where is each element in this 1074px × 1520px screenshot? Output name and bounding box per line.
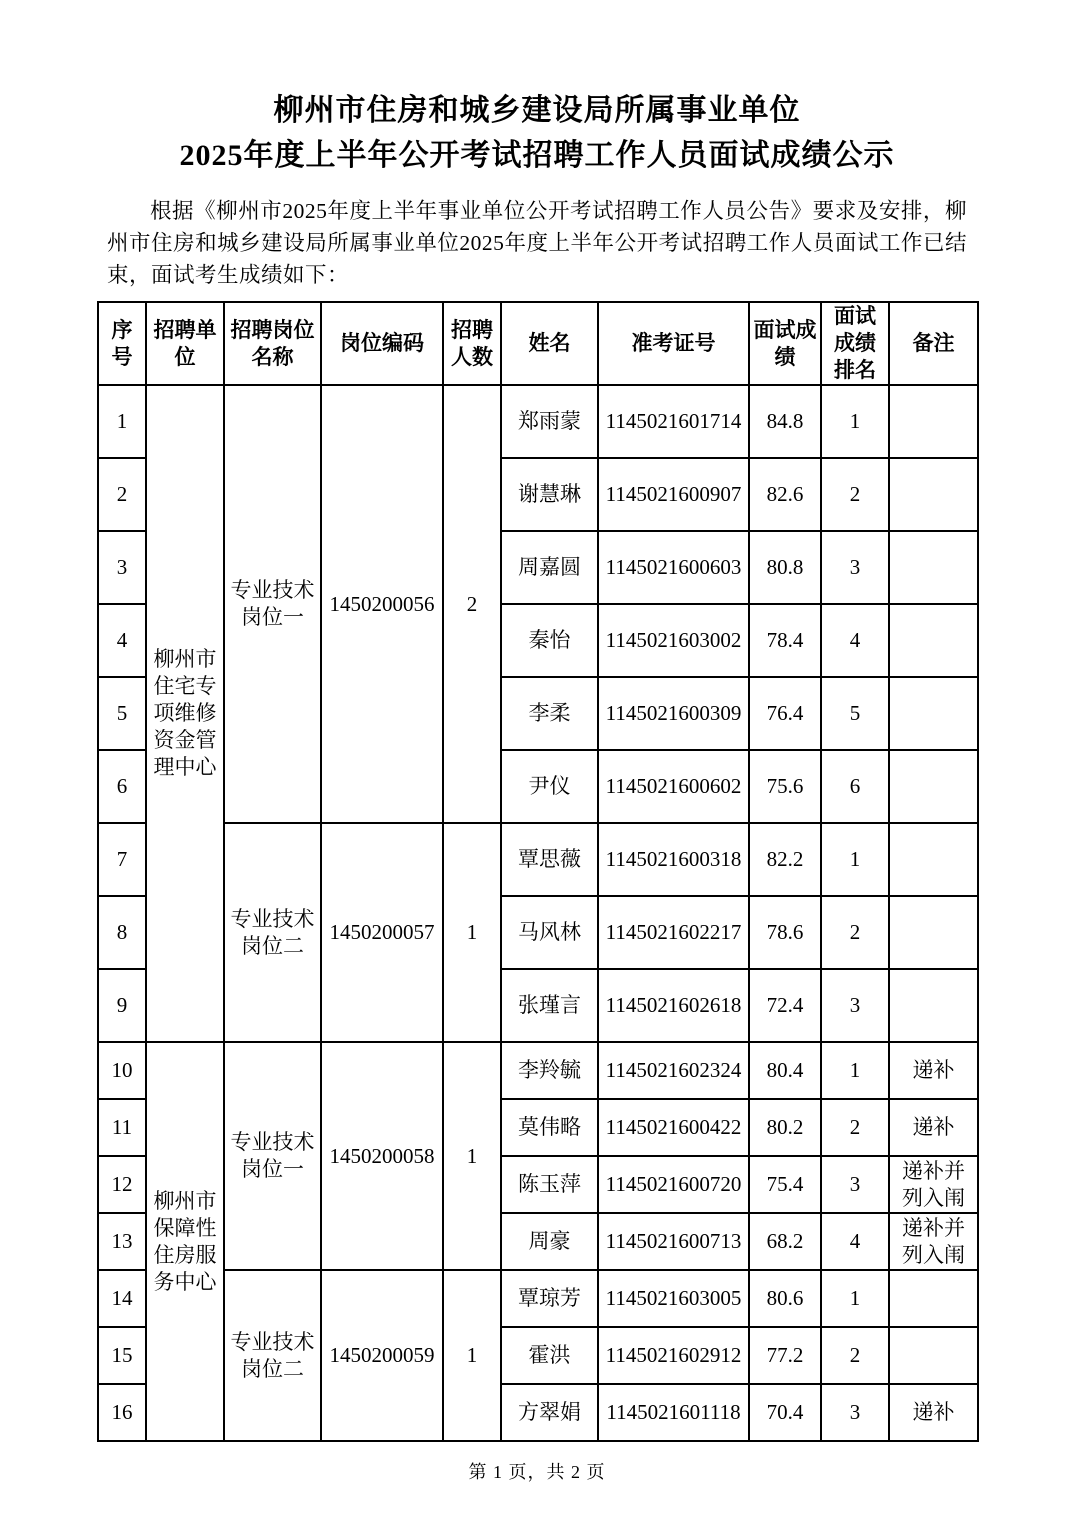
- name-cell: 方翠娟: [501, 1384, 598, 1441]
- score-cell: 70.4: [749, 1384, 821, 1441]
- rank-cell: 1: [821, 823, 889, 896]
- rank-cell: 5: [821, 677, 889, 750]
- remark-cell: [889, 896, 978, 969]
- seq-cell: 1: [98, 385, 146, 458]
- remark-cell: 递补并列入闱: [889, 1213, 978, 1270]
- remark-cell: 递补并列入闱: [889, 1156, 978, 1213]
- name-cell: 尹仪: [501, 750, 598, 823]
- ticket-cell: 1145021600318: [598, 823, 749, 896]
- headcount-cell: 1: [443, 1270, 501, 1441]
- seq-cell: 10: [98, 1042, 146, 1099]
- rank-cell: 3: [821, 969, 889, 1042]
- remark-cell: [889, 1327, 978, 1384]
- score-cell: 80.8: [749, 531, 821, 604]
- table-row: [98, 385, 978, 458]
- score-cell: 80.2: [749, 1099, 821, 1156]
- table-header-row: [98, 302, 978, 385]
- remark-cell: [889, 750, 978, 823]
- ticket-cell: 1145021602912: [598, 1327, 749, 1384]
- name-cell: 覃琼芳: [501, 1270, 598, 1327]
- score-cell: 76.4: [749, 677, 821, 750]
- score-cell: 84.8: [749, 385, 821, 458]
- rank-cell: 6: [821, 750, 889, 823]
- rank-cell: 1: [821, 1042, 889, 1099]
- remark-cell: [889, 677, 978, 750]
- rank-cell: 3: [821, 531, 889, 604]
- ticket-cell: 1145021600720: [598, 1156, 749, 1213]
- header-cell-9: 备注: [889, 302, 978, 385]
- seq-cell: 15: [98, 1327, 146, 1384]
- header-cell-5: 姓名: [501, 302, 598, 385]
- name-cell: 郑雨蒙: [501, 385, 598, 458]
- ticket-cell: 1145021600602: [598, 750, 749, 823]
- rank-cell: 1: [821, 385, 889, 458]
- name-cell: 张瑾言: [501, 969, 598, 1042]
- remark-cell: 递补: [889, 1042, 978, 1099]
- rank-cell: 2: [821, 458, 889, 531]
- header-cell-7: 面试成绩: [749, 302, 821, 385]
- score-cell: 78.6: [749, 896, 821, 969]
- header-cell-2: 招聘岗位名称: [224, 302, 321, 385]
- name-cell: 马风林: [501, 896, 598, 969]
- post-code-cell: 1450200059: [321, 1270, 443, 1441]
- remark-cell: 递补: [889, 1099, 978, 1156]
- headcount-cell: 2: [443, 385, 501, 823]
- ticket-cell: 1145021601118: [598, 1384, 749, 1441]
- ticket-cell: 1145021603005: [598, 1270, 749, 1327]
- header-cell-8: 面试成绩排名: [821, 302, 889, 385]
- intro-paragraph: 根据《柳州市2025年度上半年事业单位公开考试招聘工作人员公告》要求及安排，柳州市住房和城乡建设局所属事业单位2025年度上半年公开考试招聘工作人员面试工作已结束，面试考生成绩如下：: [107, 199, 967, 287]
- page-footer: 第 1 页，共 2 页: [468, 1462, 606, 1482]
- post-code-cell: 1450200056: [321, 385, 443, 823]
- remark-cell: [889, 604, 978, 677]
- name-cell: 陈玉萍: [501, 1156, 598, 1213]
- remark-cell: [889, 385, 978, 458]
- name-cell: 莫伟略: [501, 1099, 598, 1156]
- remark-cell: [889, 969, 978, 1042]
- headcount-cell: 1: [443, 823, 501, 1042]
- header-cell-6: 准考证号: [598, 302, 749, 385]
- score-cell: 72.4: [749, 969, 821, 1042]
- seq-cell: 3: [98, 531, 146, 604]
- seq-cell: 6: [98, 750, 146, 823]
- rank-cell: 4: [821, 604, 889, 677]
- seq-cell: 7: [98, 823, 146, 896]
- post-code-cell: 1450200057: [321, 823, 443, 1042]
- header-cell-4: 招聘人数: [443, 302, 501, 385]
- name-cell: 霍洪: [501, 1327, 598, 1384]
- seq-cell: 4: [98, 604, 146, 677]
- ticket-cell: 1145021600713: [598, 1213, 749, 1270]
- seq-cell: 16: [98, 1384, 146, 1441]
- doc-title-line2: 2025年度上半年公开考试招聘工作人员面试成绩公示: [179, 139, 895, 172]
- remark-cell: 递补: [889, 1384, 978, 1441]
- score-cell: 82.6: [749, 458, 821, 531]
- rank-cell: 4: [821, 1213, 889, 1270]
- rank-cell: 2: [821, 896, 889, 969]
- seq-cell: 9: [98, 969, 146, 1042]
- headcount-cell: 1: [443, 1042, 501, 1270]
- seq-cell: 5: [98, 677, 146, 750]
- table-row: [98, 1042, 978, 1099]
- post-name-cell: 专业技术岗位一: [224, 385, 321, 823]
- score-cell: 75.6: [749, 750, 821, 823]
- score-cell: 80.6: [749, 1270, 821, 1327]
- post-name-cell: 专业技术岗位二: [224, 1270, 321, 1441]
- name-cell: 周豪: [501, 1213, 598, 1270]
- remark-cell: [889, 1270, 978, 1327]
- seq-cell: 2: [98, 458, 146, 531]
- name-cell: 覃思薇: [501, 823, 598, 896]
- score-cell: 78.4: [749, 604, 821, 677]
- score-cell: 80.4: [749, 1042, 821, 1099]
- interview-score-table: [97, 301, 979, 1442]
- rank-cell: 1: [821, 1270, 889, 1327]
- seq-cell: 13: [98, 1213, 146, 1270]
- header-cell-3: 岗位编码: [321, 302, 443, 385]
- seq-cell: 12: [98, 1156, 146, 1213]
- remark-cell: [889, 458, 978, 531]
- score-cell: 75.4: [749, 1156, 821, 1213]
- seq-cell: 8: [98, 896, 146, 969]
- ticket-cell: 1145021602217: [598, 896, 749, 969]
- seq-cell: 14: [98, 1270, 146, 1327]
- name-cell: 周嘉圆: [501, 531, 598, 604]
- doc-title-line1: 柳州市住房和城乡建设局所属事业单位: [273, 94, 801, 127]
- ticket-cell: 1145021602618: [598, 969, 749, 1042]
- header-cell-0: 序号: [98, 302, 146, 385]
- seq-cell: 11: [98, 1099, 146, 1156]
- remark-cell: [889, 823, 978, 896]
- ticket-cell: 1145021600422: [598, 1099, 749, 1156]
- header-cell-1: 招聘单位: [146, 302, 224, 385]
- ticket-cell: 1145021600907: [598, 458, 749, 531]
- ticket-cell: 1145021601714: [598, 385, 749, 458]
- rank-cell: 3: [821, 1384, 889, 1441]
- rank-cell: 2: [821, 1327, 889, 1384]
- score-cell: 77.2: [749, 1327, 821, 1384]
- unit-cell: 柳州市保障性住房服务中心: [146, 1042, 224, 1441]
- rank-cell: 3: [821, 1156, 889, 1213]
- remark-cell: [889, 531, 978, 604]
- name-cell: 李羚毓: [501, 1042, 598, 1099]
- name-cell: 秦怡: [501, 604, 598, 677]
- score-cell: 68.2: [749, 1213, 821, 1270]
- post-name-cell: 专业技术岗位一: [224, 1042, 321, 1270]
- score-cell: 82.2: [749, 823, 821, 896]
- table-row: [98, 823, 978, 896]
- ticket-cell: 1145021600603: [598, 531, 749, 604]
- ticket-cell: 1145021600309: [598, 677, 749, 750]
- ticket-cell: 1145021602324: [598, 1042, 749, 1099]
- post-name-cell: 专业技术岗位二: [224, 823, 321, 1042]
- unit-cell: 柳州市住宅专项维修资金管理中心: [146, 385, 224, 1042]
- rank-cell: 2: [821, 1099, 889, 1156]
- ticket-cell: 1145021603002: [598, 604, 749, 677]
- post-code-cell: 1450200058: [321, 1042, 443, 1270]
- table-row: [98, 1270, 978, 1327]
- name-cell: 李柔: [501, 677, 598, 750]
- name-cell: 谢慧琳: [501, 458, 598, 531]
